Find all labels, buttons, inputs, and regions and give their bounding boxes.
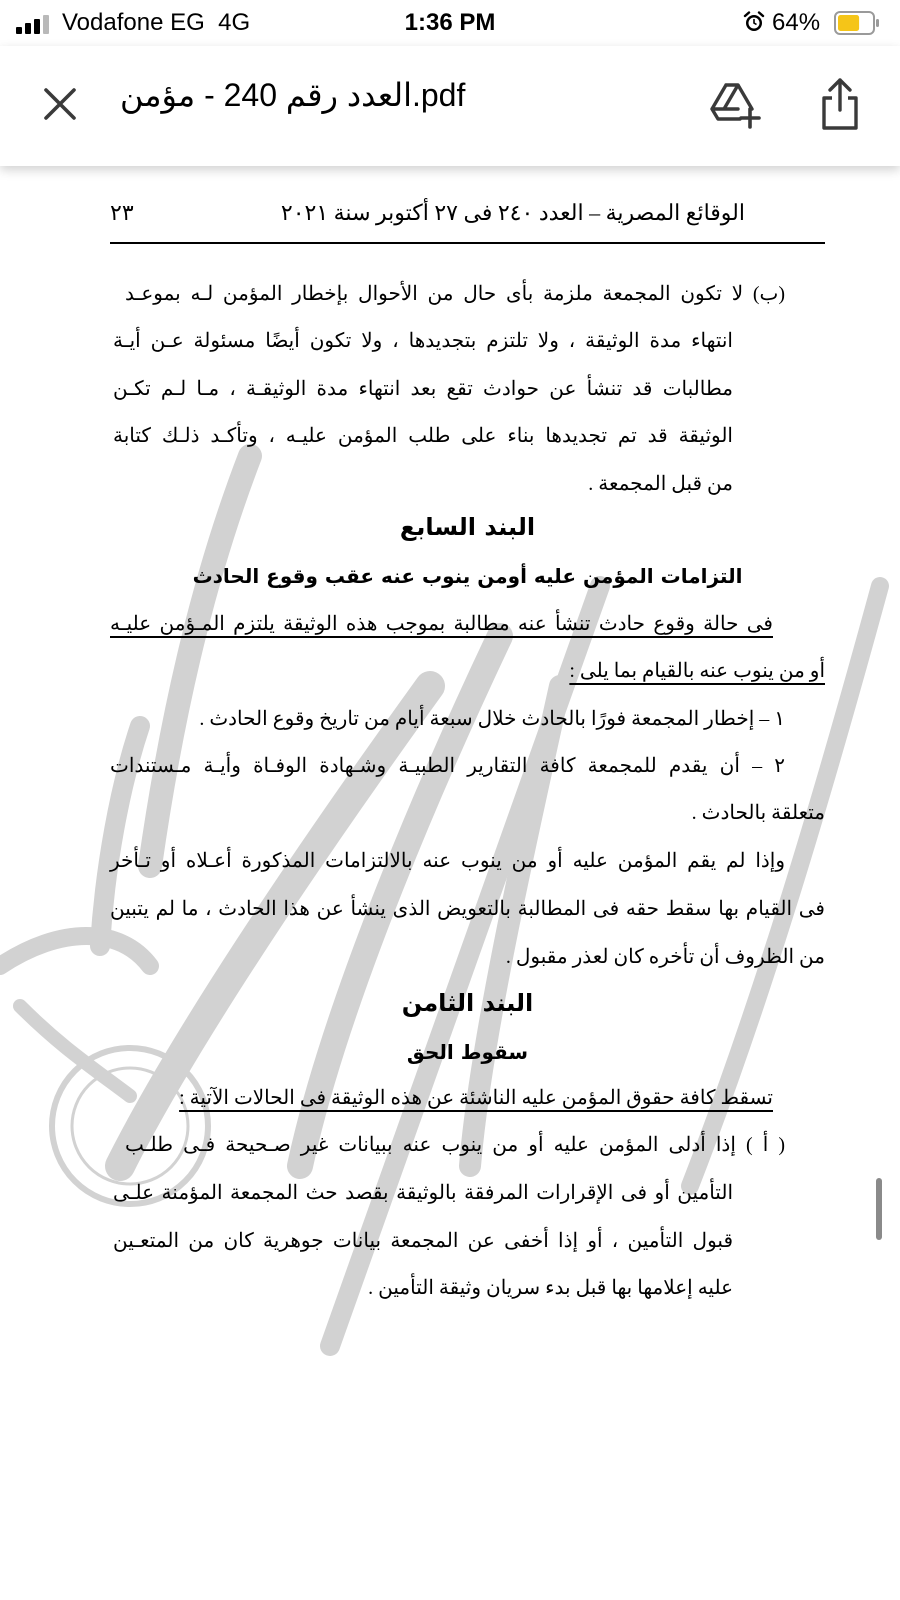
status-bar [0, 0, 900, 46]
battery-icon [834, 11, 880, 35]
viewer-header [0, 46, 900, 166]
clause-8-a-line-1: ( أ ) إذا أدلى المؤمن عليه أو من ينوب عنه ببيانات غير صـحيحة فـى طلـب [125, 1134, 785, 1156]
add-to-drive-icon[interactable] [708, 79, 762, 129]
carrier-name: Vodafone EG [62, 9, 205, 36]
clause-7-para-line-3: من الظروف أن تأخره كان لعذر مقبول . [505, 946, 825, 968]
para-b-line-5: من قبل المجمعة . [588, 473, 733, 495]
close-icon[interactable] [40, 84, 80, 124]
clause-7-para-line-2: فى القيام بها سقط حقه فى المطالبة بالتعويض الذى ينشأ عن هذا الحادث ، ما لم يتبين [110, 898, 825, 920]
clause-7-intro-line-1: فى حالة وقوع حادث تنشأ عنه مطالبة بموجب هذه الوثيقة يلتزم المـؤمن عليـه [110, 613, 773, 635]
clause-8-heading: البند الثامن [401, 989, 534, 1017]
clause-8-a-line-4: عليه إعلامها بها قبل بدء سريان وثيقة التأمين . [368, 1277, 733, 1299]
share-icon[interactable] [818, 76, 862, 132]
document-title: العدد رقم 240 - مؤمن.pdf [120, 77, 466, 113]
clause-7-para-line-1: وإذا لم يقم المؤمن عليه أو من ينوب عنه بالالتزامات المذكورة أعـلاه أو تـأخر [110, 850, 785, 872]
page-number: ٢٣ [110, 200, 134, 225]
para-b-line-4: الوثيقة قد تم تجديدها بناء على طلب المؤمن عليـه ، وتأكـد ذلـك كتابة [113, 425, 733, 447]
network-type: 4G [218, 9, 251, 36]
clause-8-a-line-3: قبول التأمين ، أو إذا أخفى عن المجمعة بيانات جوهرية كان من المتعـين [113, 1230, 733, 1252]
pdf-page[interactable] [0, 166, 900, 1600]
battery-percent: 64% [772, 9, 821, 36]
clause-7-intro-line-2: أو من ينوب عنه بالقيام بما يلى : [569, 660, 825, 682]
alarm-icon [743, 11, 765, 33]
clause-7-item-2-line-2: متعلقة بالحادث . [691, 802, 825, 824]
clause-7-subheading: التزامات المؤمن عليه أومن ينوب عنه عقب وقوع الحادث [192, 564, 743, 588]
clause-8-intro: تسقط كافة حقوق المؤمن عليه الناشئة عن هذه الوثيقة فى الحالات الآتية : [179, 1087, 773, 1109]
clause-7-item-1: ١ – إخطار المجمعة فورًا بالحادث خلال سبعة أيام من تاريخ وقوع الحادث . [199, 708, 785, 730]
running-title: الوقائع المصرية – العدد ٢٤٠ فى ٢٧ أكتوبر سنة ٢٠٢١ [280, 200, 745, 225]
para-b-line-3: مطالبات قد تنشأ عن حوادث تقع بعد انتهاء مدة الوثيقـة ، مـا لـم تكـن [113, 378, 733, 400]
clause-7-item-2-line-1: ٢ – أن يقدم للمجمعة كافة التقارير الطبيـة وشـهادة الوفـاة وأيـة مـستندات [110, 755, 785, 777]
header-rule [110, 242, 825, 244]
para-b-line-2: انتهاء مدة الوثيقة ، ولا تلتزم بتجديدها ، ولا تكون أيضًا مسئولة عـن أيـة [113, 330, 733, 352]
clause-8-subheading: سقوط الحق [406, 1040, 529, 1064]
scroll-indicator[interactable] [876, 1178, 882, 1240]
status-time: 1:36 PM [404, 9, 496, 36]
clause-7-heading: البند السابع [399, 513, 536, 541]
clause-8-a-line-2: التأمين أو فى الإقرارات المرفقة بالوثيقة بقصد حث المجمعة المؤمنة علـى [113, 1182, 733, 1204]
para-b-line-1: (ب) لا تكون المجمعة ملزمة بأى حال من الأحوال بإخطار المؤمن لـه بموعـد [125, 283, 785, 305]
running-header [110, 200, 825, 230]
